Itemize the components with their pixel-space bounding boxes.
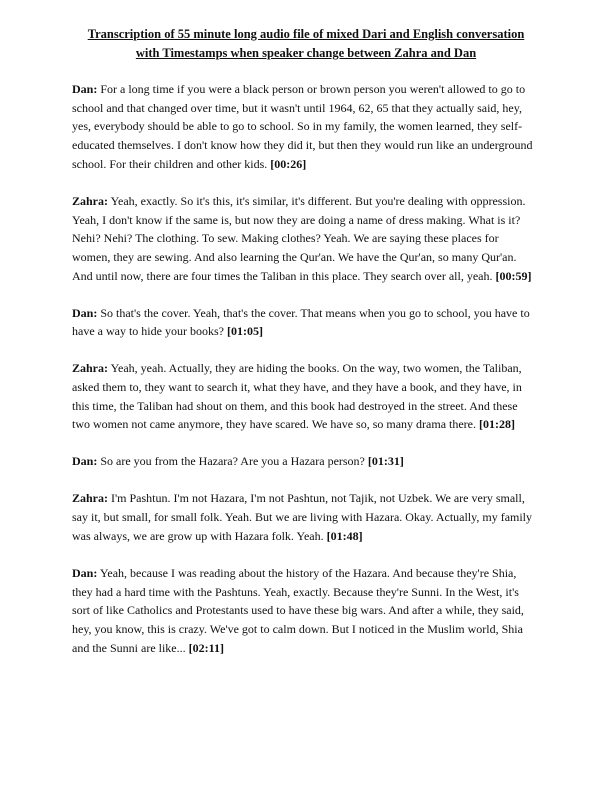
timestamp: [00:59]: [495, 268, 532, 283]
transcript-paragraph: [72, 80, 540, 174]
line-text: women, they are sewing. And also learning the Qur'an. We have the Qur'an, so many Qur'an.: [72, 249, 517, 264]
line-text: school. For their children and other kids.: [72, 156, 268, 171]
line-text: and the Sunni are like...: [72, 640, 186, 655]
line-text: Yeah, exactly. So it's this, it's similar, it's different. But you're dealing with oppression.: [110, 193, 526, 208]
transcript-line: [72, 583, 540, 602]
timestamp: [01:48]: [326, 528, 363, 543]
transcript-line: [72, 117, 540, 136]
transcript-paragraph: [72, 489, 540, 545]
transcript-line: [72, 155, 540, 174]
line-text: have a way to hide your books?: [72, 324, 224, 339]
timestamp: [01:28]: [479, 417, 516, 432]
timestamp: [00:26]: [270, 156, 307, 171]
transcript-line: [72, 99, 540, 118]
timestamp: [02:11]: [188, 640, 224, 655]
transcript-line: [72, 415, 540, 434]
title-line-1: Transcription of 55 minute long audio file of mixed Dari and English conversation: [87, 27, 525, 41]
transcript-line: [72, 564, 540, 583]
transcript-line: [72, 322, 540, 341]
line-text: educated themselves. I don't know how they did it, but then they would run like an underground: [72, 138, 533, 153]
line-text: asked them to, they want to search it, what they have, and they have a book, and they have, in: [72, 380, 522, 395]
transcript-paragraph: [72, 359, 540, 434]
transcript-body: [72, 80, 540, 657]
transcript-line: [72, 229, 540, 248]
speaker-label: Zahra:: [72, 193, 108, 208]
transcript-paragraph: [72, 192, 540, 286]
transcript-line: [72, 136, 540, 155]
transcript-paragraph: [72, 452, 540, 471]
line-text: And until now, there are four times the Taliban in this place. They search over all, yeah.: [72, 268, 493, 283]
speaker-label: Dan:: [72, 305, 98, 320]
timestamp: [01:05]: [226, 324, 263, 339]
line-text: was always, we are grow up with Hazara folk. Yeah.: [72, 528, 324, 543]
speaker-label: Dan:: [72, 454, 98, 469]
line-text: yes, everybody should be able to go to school. So in my family, the women learned, they self-: [72, 119, 523, 134]
speaker-label: Dan:: [72, 82, 98, 96]
line-text: Yeah, I don't know if the same is, but now they are doing a name of dress making. What is it?: [72, 212, 521, 227]
line-text: this time, the Taliban had shout on them, and this book had destroyed in the street. And these: [72, 398, 518, 413]
line-text: So that's the cover. Yeah, that's the cover. That means when you go to school, you have to: [100, 305, 530, 320]
line-text: school and that changed over time, but it wasn't until 1964, 62, 65 that they actually said, hey,: [72, 100, 522, 115]
line-text: For a long time if you were a black person or brown person you weren't allowed to go to: [100, 82, 526, 96]
line-text: Yeah, yeah. Actually, they are hiding the books. On the way, two women, the Taliban,: [110, 361, 522, 376]
transcript-line: [72, 304, 540, 323]
transcript-paragraph: [72, 304, 540, 341]
transcript-line: [72, 489, 540, 508]
line-text: hey, you know, this is crazy. We've got to calm down. But I noticed in the Muslim world, Shia: [72, 621, 523, 636]
transcript-line: [72, 620, 540, 639]
line-text: Nehi? Nehi? The clothing. To sew. Making clothes? Yeah. We are saying these places for: [72, 231, 499, 246]
transcript-line: [72, 639, 540, 658]
line-text: say it, but small, for small folk. Yeah. But we are living with Hazara. Okay. Actually, my family: [72, 510, 533, 525]
transcript-line: [72, 211, 540, 230]
line-text: two women not came anymore, they have scared. We have so, so many drama there.: [72, 417, 477, 432]
transcript-line: [72, 80, 540, 99]
speaker-label: Zahra:: [72, 491, 108, 506]
transcript-line: [72, 527, 540, 546]
timestamp: [01:31]: [367, 454, 404, 469]
transcript-line: [72, 397, 540, 416]
transcript-line: [72, 267, 540, 286]
line-text: I'm Pashtun. I'm not Hazara, I'm not Pashtun, not Tajik, not Uzbek. We are very small,: [111, 491, 525, 506]
transcript-line: [72, 452, 540, 471]
line-text: So are you from the Hazara? Are you a Hazara person?: [100, 454, 365, 469]
line-text: sort of like Catholics and Protestants used to have these big wars. And after a while, they said,: [72, 603, 524, 618]
speaker-label: Zahra:: [72, 361, 108, 376]
transcript-line: [72, 601, 540, 620]
transcript-paragraph: [72, 564, 540, 658]
document-page: [72, 25, 540, 676]
transcript-line: [72, 359, 540, 378]
document-title: [72, 25, 540, 63]
line-text: they had a hard time with the Pashtuns. Yeah, exactly. Because they're Sunni. In the West, it's: [72, 584, 519, 599]
speaker-label: Dan:: [72, 565, 98, 580]
transcript-line: [72, 192, 540, 211]
transcript-line: [72, 248, 540, 267]
title-line-2: with Timestamps when speaker change between Zahra and Dan: [135, 46, 477, 60]
transcript-line: [72, 378, 540, 397]
transcript-line: [72, 508, 540, 527]
line-text: Yeah, because I was reading about the history of the Hazara. And because they're Shia,: [99, 565, 517, 580]
